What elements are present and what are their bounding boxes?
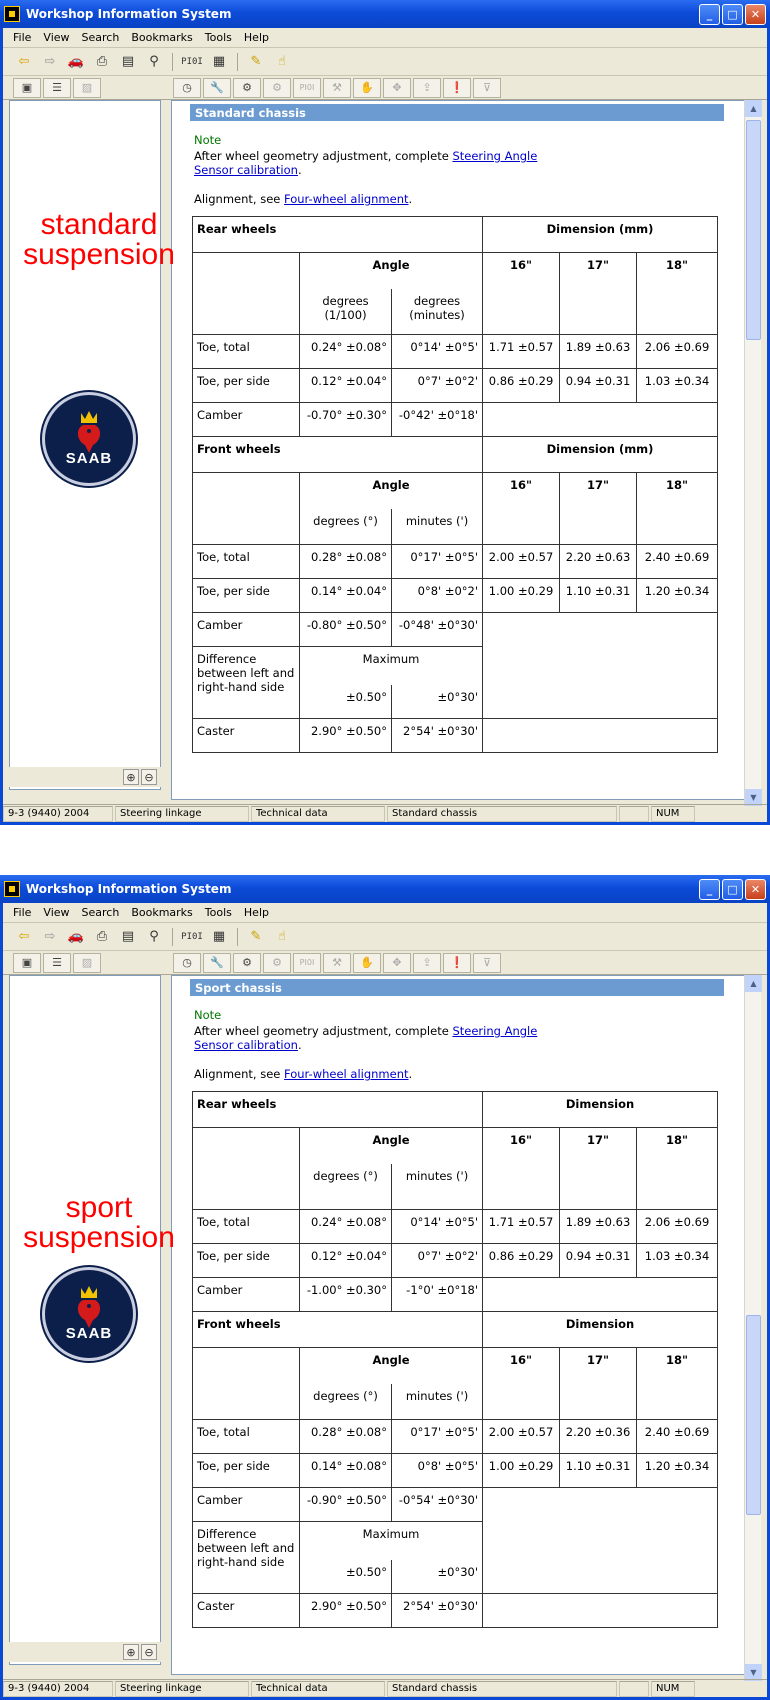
forward-arrow-icon[interactable]: ⇨: [44, 929, 56, 944]
angle-minutes: 0°17' ±0°5': [392, 1420, 483, 1454]
minimize-button[interactable]: _: [699, 4, 720, 25]
four-wheel-alignment-link[interactable]: Four-wheel alignment: [284, 1067, 409, 1081]
scroll-thumb[interactable]: [746, 120, 761, 340]
angle-heading: Angle: [300, 1128, 483, 1164]
difference-label: Difference between left and right-hand side: [193, 1522, 300, 1594]
difference-label: Difference between left and right-hand side: [193, 647, 300, 719]
griffin-icon: [67, 1284, 111, 1330]
caster-minutes: 2°54' ±0°30': [392, 719, 483, 753]
angle-decimal: 0.24° ±0.08°: [300, 1210, 392, 1244]
dim-17: 2.20 ±0.36: [560, 1420, 637, 1454]
dim-16: 1.00 ±0.29: [483, 1454, 560, 1488]
note-end: .: [297, 163, 302, 177]
tree-view-icon[interactable]: ▣: [13, 78, 41, 98]
row-label: Toe, per side: [193, 579, 300, 613]
settings-icon[interactable]: ⚙: [263, 78, 291, 98]
note-end: .: [297, 1038, 302, 1052]
dim-16: 1.71 ±0.57: [483, 1210, 560, 1244]
pointer-icon[interactable]: ☝: [278, 929, 286, 944]
angle-minutes: 0°7' ±0°2': [392, 1244, 483, 1278]
menu-tools[interactable]: Tools: [204, 31, 232, 44]
angle-minutes: 0°14' ±0°5': [392, 1210, 483, 1244]
status-bar: [3, 804, 767, 822]
rear-dimension-heading: Dimension (mm): [483, 217, 718, 253]
angle-minutes: 0°7' ±0°2': [392, 369, 483, 403]
note-box: [194, 1008, 549, 1052]
angle-decimal: -1.00° ±0.30°: [300, 1278, 392, 1312]
wrench-icon[interactable]: 🔧: [203, 953, 231, 973]
binoculars-icon[interactable]: ⚲: [149, 929, 159, 944]
window-title: Workshop Information System: [26, 7, 232, 21]
status-cell-5: NUM: [651, 806, 695, 822]
table-row: [193, 403, 718, 437]
angle-decimal: 0.12° ±0.04°: [300, 1244, 392, 1278]
status-cell-1: Steering linkage: [115, 806, 249, 822]
menu-search[interactable]: Search: [81, 906, 120, 919]
angle-minutes: 0°8' ±0°5': [392, 1454, 483, 1488]
scroll-up-icon[interactable]: ▲: [745, 975, 762, 992]
tree-view-icon[interactable]: ▣: [13, 953, 41, 973]
list-view-icon[interactable]: ☰: [43, 78, 71, 98]
note-text: After wheel geometry adjustment, complete: [194, 149, 453, 163]
size-16: 16": [483, 1348, 560, 1420]
settings-icon[interactable]: ⚙: [263, 953, 291, 973]
move-icon[interactable]: ✥: [383, 78, 411, 98]
dim-18: 1.03 ±0.34: [637, 369, 718, 403]
table-row: [193, 545, 718, 579]
clock-icon[interactable]: ◷: [173, 78, 201, 98]
angle-minutes: -0°54' ±0°30': [392, 1488, 483, 1522]
size-18: 18": [637, 1348, 718, 1420]
zoom-bar: [9, 1642, 161, 1662]
row-label: Camber: [193, 403, 300, 437]
diff-decimal: ±0.50°: [300, 685, 392, 719]
lift-icon[interactable]: ⇪: [413, 78, 441, 98]
menu-file[interactable]: File: [13, 31, 32, 44]
saab-app-icon: [4, 6, 20, 22]
menu-bar: [3, 903, 767, 923]
dim-18: 1.20 ±0.34: [637, 1454, 718, 1488]
row-label: Toe, total: [193, 335, 300, 369]
menu-bookmarks[interactable]: Bookmarks: [131, 31, 193, 44]
row-label: Toe, per side: [193, 1244, 300, 1278]
note-label: Note: [194, 133, 222, 147]
diff-decimal: ±0.50°: [300, 1560, 392, 1594]
back-arrow-icon[interactable]: ⇦: [18, 54, 30, 69]
unit-minutes: degrees (minutes): [392, 289, 483, 335]
dim-16: 0.86 ±0.29: [483, 369, 560, 403]
title-bar[interactable]: [0, 0, 770, 28]
unit-minutes: minutes ('): [392, 1164, 483, 1210]
front-wheels-heading: Front wheels: [193, 1312, 483, 1348]
row-label: Camber: [193, 1278, 300, 1312]
document-icon[interactable]: ▤: [121, 929, 135, 944]
calibration-link[interactable]: Steering Angle Sensor calibration: [194, 149, 538, 177]
dim-17: 2.20 ±0.63: [560, 545, 637, 579]
status-cell-0: 9-3 (9440) 2004: [3, 806, 113, 822]
alignment-text: [194, 192, 752, 206]
close-button[interactable]: ✕: [745, 4, 766, 25]
menu-view[interactable]: View: [43, 31, 70, 44]
dim-17: 0.94 ±0.31: [560, 1244, 637, 1278]
app-window: [0, 0, 770, 825]
gears-icon[interactable]: ⚙: [233, 953, 261, 973]
table-row: [193, 1454, 718, 1488]
angle-decimal: 0.28° ±0.08°: [300, 1420, 392, 1454]
print-icon[interactable]: ⎙: [96, 929, 108, 944]
angle-minutes: -1°0' ±0°18': [392, 1278, 483, 1312]
unit-decimal: degrees (1/100): [300, 289, 392, 335]
main-toolbar: [3, 48, 767, 76]
scroll-thumb[interactable]: [746, 1315, 761, 1515]
angle-minutes: 0°8' ±0°2': [392, 579, 483, 613]
caption-line: standard: [40, 208, 158, 241]
caster-decimal: 2.90° ±0.50°: [300, 1594, 392, 1628]
unit-minutes: minutes ('): [392, 1384, 483, 1420]
status-cell-4: [619, 806, 649, 822]
angle-decimal: -0.80° ±0.50°: [300, 613, 392, 647]
caption-line: suspension: [23, 1221, 175, 1254]
overlay-caption: [9, 1193, 189, 1253]
car-icon[interactable]: 🚗: [67, 54, 85, 69]
zoom-out-icon[interactable]: ⊖: [141, 1644, 157, 1660]
tool-icon[interactable]: ⚒: [323, 953, 351, 973]
dim-17: 1.10 ±0.31: [560, 1454, 637, 1488]
section-heading: Standard chassis: [190, 104, 724, 121]
note-label: Note: [194, 1008, 222, 1022]
table-row: [193, 1278, 718, 1312]
dim-18: 1.20 ±0.34: [637, 579, 718, 613]
hand-tool-icon[interactable]: ✋: [353, 78, 381, 98]
zoom-bar: [9, 767, 161, 787]
title-bar[interactable]: [0, 875, 770, 903]
piot-button[interactable]: PI0I: [181, 931, 203, 942]
dim-18: 2.40 ±0.69: [637, 1420, 718, 1454]
print-icon[interactable]: ⎙: [96, 54, 108, 69]
list-view-icon[interactable]: ☰: [43, 953, 71, 973]
zoom-in-icon[interactable]: ⊕: [123, 1644, 139, 1660]
pointer-icon[interactable]: ☝: [278, 54, 286, 69]
dim-18: 2.40 ±0.69: [637, 545, 718, 579]
logo-wordmark: SAAB: [65, 1325, 113, 1342]
binoculars-icon[interactable]: ⚲: [149, 54, 159, 69]
angle-decimal: 0.14° ±0.04°: [300, 579, 392, 613]
status-cell-5: NUM: [651, 1681, 695, 1697]
view-toolbar: [3, 951, 767, 975]
menu-search[interactable]: Search: [81, 31, 120, 44]
clock-icon[interactable]: ◷: [173, 953, 201, 973]
lift-icon[interactable]: ⇪: [413, 953, 441, 973]
row-label: Camber: [193, 1488, 300, 1522]
angle-decimal: -0.70° ±0.30°: [300, 403, 392, 437]
gears-icon[interactable]: ⚙: [233, 78, 261, 98]
minimize-button[interactable]: _: [699, 879, 720, 900]
hand-tool-icon[interactable]: ✋: [353, 953, 381, 973]
size-17: 17": [560, 473, 637, 545]
dim-18: 2.06 ±0.69: [637, 335, 718, 369]
size-18: 18": [637, 1128, 718, 1210]
size-16: 16": [483, 1128, 560, 1210]
row-label: Toe, total: [193, 1210, 300, 1244]
table-row: [193, 613, 718, 647]
wrench-icon[interactable]: 🔧: [203, 78, 231, 98]
angle-minutes: -0°42' ±0°18': [392, 403, 483, 437]
angle-minutes: -0°48' ±0°30': [392, 613, 483, 647]
spec-table: [192, 1091, 718, 1628]
caster-decimal: 2.90° ±0.50°: [300, 719, 392, 753]
caption-line: suspension: [23, 238, 175, 271]
unit-decimal: degrees (°): [300, 1164, 392, 1210]
angle-decimal: 0.14° ±0.08°: [300, 1454, 392, 1488]
dim-16: 1.71 ±0.57: [483, 335, 560, 369]
menu-view[interactable]: View: [43, 906, 70, 919]
forward-arrow-icon[interactable]: ⇨: [44, 54, 56, 69]
table-row: [193, 1210, 718, 1244]
note-box: [194, 133, 549, 177]
size-18: 18": [637, 473, 718, 545]
table-row: [193, 579, 718, 613]
document-pane: [171, 975, 753, 1675]
app-window: [0, 875, 770, 1700]
table-row: [193, 1420, 718, 1454]
dim-16: 1.00 ±0.29: [483, 579, 560, 613]
front-dimension-heading: Dimension: [483, 1312, 718, 1348]
vertical-scrollbar[interactable]: [744, 975, 761, 1681]
status-cell-4: [619, 1681, 649, 1697]
scroll-down-icon[interactable]: ▼: [745, 789, 762, 806]
dim-17: 1.10 ±0.31: [560, 579, 637, 613]
diff-minutes: ±0°30': [392, 685, 483, 719]
status-cell-2: Technical data: [251, 806, 385, 822]
rear-dimension-heading: Dimension: [483, 1092, 718, 1128]
row-label: Toe, total: [193, 545, 300, 579]
table-row: [193, 1488, 718, 1522]
spec-table: [192, 216, 718, 753]
unit-minutes: minutes ('): [392, 509, 483, 545]
caster-label: Caster: [193, 719, 300, 753]
front-dimension-heading: Dimension (mm): [483, 437, 718, 473]
four-wheel-alignment-link[interactable]: Four-wheel alignment: [284, 192, 409, 206]
diff-minutes: ±0°30': [392, 1560, 483, 1594]
status-bar: [3, 1679, 767, 1697]
zoom-out-icon[interactable]: ⊖: [141, 769, 157, 785]
saab-logo: [42, 392, 136, 486]
document-pane: [171, 100, 753, 800]
row-label: Toe, per side: [193, 1454, 300, 1488]
status-cell-2: Technical data: [251, 1681, 385, 1697]
angle-minutes: 0°17' ±0°5': [392, 545, 483, 579]
dim-17: 1.89 ±0.63: [560, 1210, 637, 1244]
dim-17: 1.89 ±0.63: [560, 335, 637, 369]
rear-wheels-heading: Rear wheels: [193, 217, 483, 253]
calibration-link[interactable]: Steering Angle Sensor calibration: [194, 1024, 538, 1052]
row-label: Toe, total: [193, 1420, 300, 1454]
zoom-in-icon[interactable]: ⊕: [123, 769, 139, 785]
dim-16: 0.86 ±0.29: [483, 1244, 560, 1278]
pen-icon[interactable]: ✎: [250, 54, 262, 69]
griffin-icon: [67, 409, 111, 455]
saab-logo: [42, 1267, 136, 1361]
table-row: [193, 369, 718, 403]
window-title: Workshop Information System: [26, 882, 232, 896]
diagnostic-icon[interactable]: ▦: [212, 54, 226, 69]
angle-decimal: 0.24° ±0.08°: [300, 335, 392, 369]
alert-document-icon[interactable]: ❗: [443, 78, 471, 98]
vertical-scrollbar[interactable]: [744, 100, 761, 806]
menu-file[interactable]: File: [13, 906, 32, 919]
main-toolbar: [3, 923, 767, 951]
maximum-heading: Maximum: [300, 647, 483, 685]
alignment-prefix: Alignment, see: [194, 1067, 285, 1081]
piot-button[interactable]: PI0I: [181, 56, 203, 67]
table-row: [193, 335, 718, 369]
alignment-text: [194, 1067, 752, 1081]
front-wheels-heading: Front wheels: [193, 437, 483, 473]
angle-heading: Angle: [300, 253, 483, 289]
back-arrow-icon[interactable]: ⇦: [18, 929, 30, 944]
size-17: 17": [560, 253, 637, 335]
move-icon[interactable]: ✥: [383, 953, 411, 973]
menu-help[interactable]: Help: [243, 31, 269, 44]
maximize-button[interactable]: □: [722, 879, 743, 900]
status-cell-1: Steering linkage: [115, 1681, 249, 1697]
unit-decimal: degrees (°): [300, 509, 392, 545]
row-label: Camber: [193, 613, 300, 647]
funnel-icon[interactable]: ⊽: [473, 953, 501, 973]
size-17: 17": [560, 1128, 637, 1210]
alert-document-icon[interactable]: ❗: [443, 953, 471, 973]
logo-wordmark: SAAB: [65, 450, 113, 467]
maximize-button[interactable]: □: [722, 4, 743, 25]
scroll-down-icon[interactable]: ▼: [745, 1664, 762, 1681]
note-text: After wheel geometry adjustment, complete: [194, 1024, 453, 1038]
maximum-heading: Maximum: [300, 1522, 483, 1560]
dim-18: 2.06 ±0.69: [637, 1210, 718, 1244]
rear-wheels-heading: Rear wheels: [193, 1092, 483, 1128]
diagnostic-icon[interactable]: ▦: [212, 929, 226, 944]
dim-17: 0.94 ±0.31: [560, 369, 637, 403]
alignment-prefix: Alignment, see: [194, 192, 285, 206]
status-cell-3: Standard chassis: [387, 1681, 617, 1697]
close-button[interactable]: ✕: [745, 879, 766, 900]
size-18: 18": [637, 253, 718, 335]
document-icon[interactable]: ▤: [121, 54, 135, 69]
piot-tab-icon[interactable]: PI0I: [293, 953, 321, 973]
alignment-end: .: [408, 192, 413, 206]
caster-label: Caster: [193, 1594, 300, 1628]
image-view-icon[interactable]: ▨: [73, 953, 101, 973]
size-16: 16": [483, 473, 560, 545]
view-toolbar: [3, 76, 767, 100]
menu-tools[interactable]: Tools: [204, 906, 232, 919]
dim-18: 1.03 ±0.34: [637, 1244, 718, 1278]
size-17: 17": [560, 1348, 637, 1420]
angle-decimal: 0.28° ±0.08°: [300, 545, 392, 579]
scroll-up-icon[interactable]: ▲: [745, 100, 762, 117]
alignment-end: .: [408, 1067, 413, 1081]
angle-decimal: -0.90° ±0.50°: [300, 1488, 392, 1522]
tool-icon[interactable]: ⚒: [323, 78, 351, 98]
angle-heading: Angle: [300, 473, 483, 509]
row-label: Toe, per side: [193, 369, 300, 403]
angle-decimal: 0.12° ±0.04°: [300, 369, 392, 403]
menu-bar: [3, 28, 767, 48]
size-16: 16": [483, 253, 560, 335]
overlay-caption: [9, 210, 189, 270]
piot-tab-icon[interactable]: PI0I: [293, 78, 321, 98]
status-cell-0: 9-3 (9440) 2004: [3, 1681, 113, 1697]
menu-help[interactable]: Help: [243, 906, 269, 919]
dim-16: 2.00 ±0.57: [483, 1420, 560, 1454]
caster-minutes: 2°54' ±0°30': [392, 1594, 483, 1628]
menu-bookmarks[interactable]: Bookmarks: [131, 906, 193, 919]
angle-minutes: 0°14' ±0°5': [392, 335, 483, 369]
caption-line: sport: [65, 1191, 133, 1224]
funnel-icon[interactable]: ⊽: [473, 78, 501, 98]
saab-app-icon: [4, 881, 20, 897]
image-view-icon[interactable]: ▨: [73, 78, 101, 98]
section-heading: Sport chassis: [190, 979, 724, 996]
table-row: [193, 1244, 718, 1278]
dim-16: 2.00 ±0.57: [483, 545, 560, 579]
car-icon[interactable]: 🚗: [67, 929, 85, 944]
unit-decimal: degrees (°): [300, 1384, 392, 1420]
angle-heading: Angle: [300, 1348, 483, 1384]
status-cell-3: Standard chassis: [387, 806, 617, 822]
pen-icon[interactable]: ✎: [250, 929, 262, 944]
